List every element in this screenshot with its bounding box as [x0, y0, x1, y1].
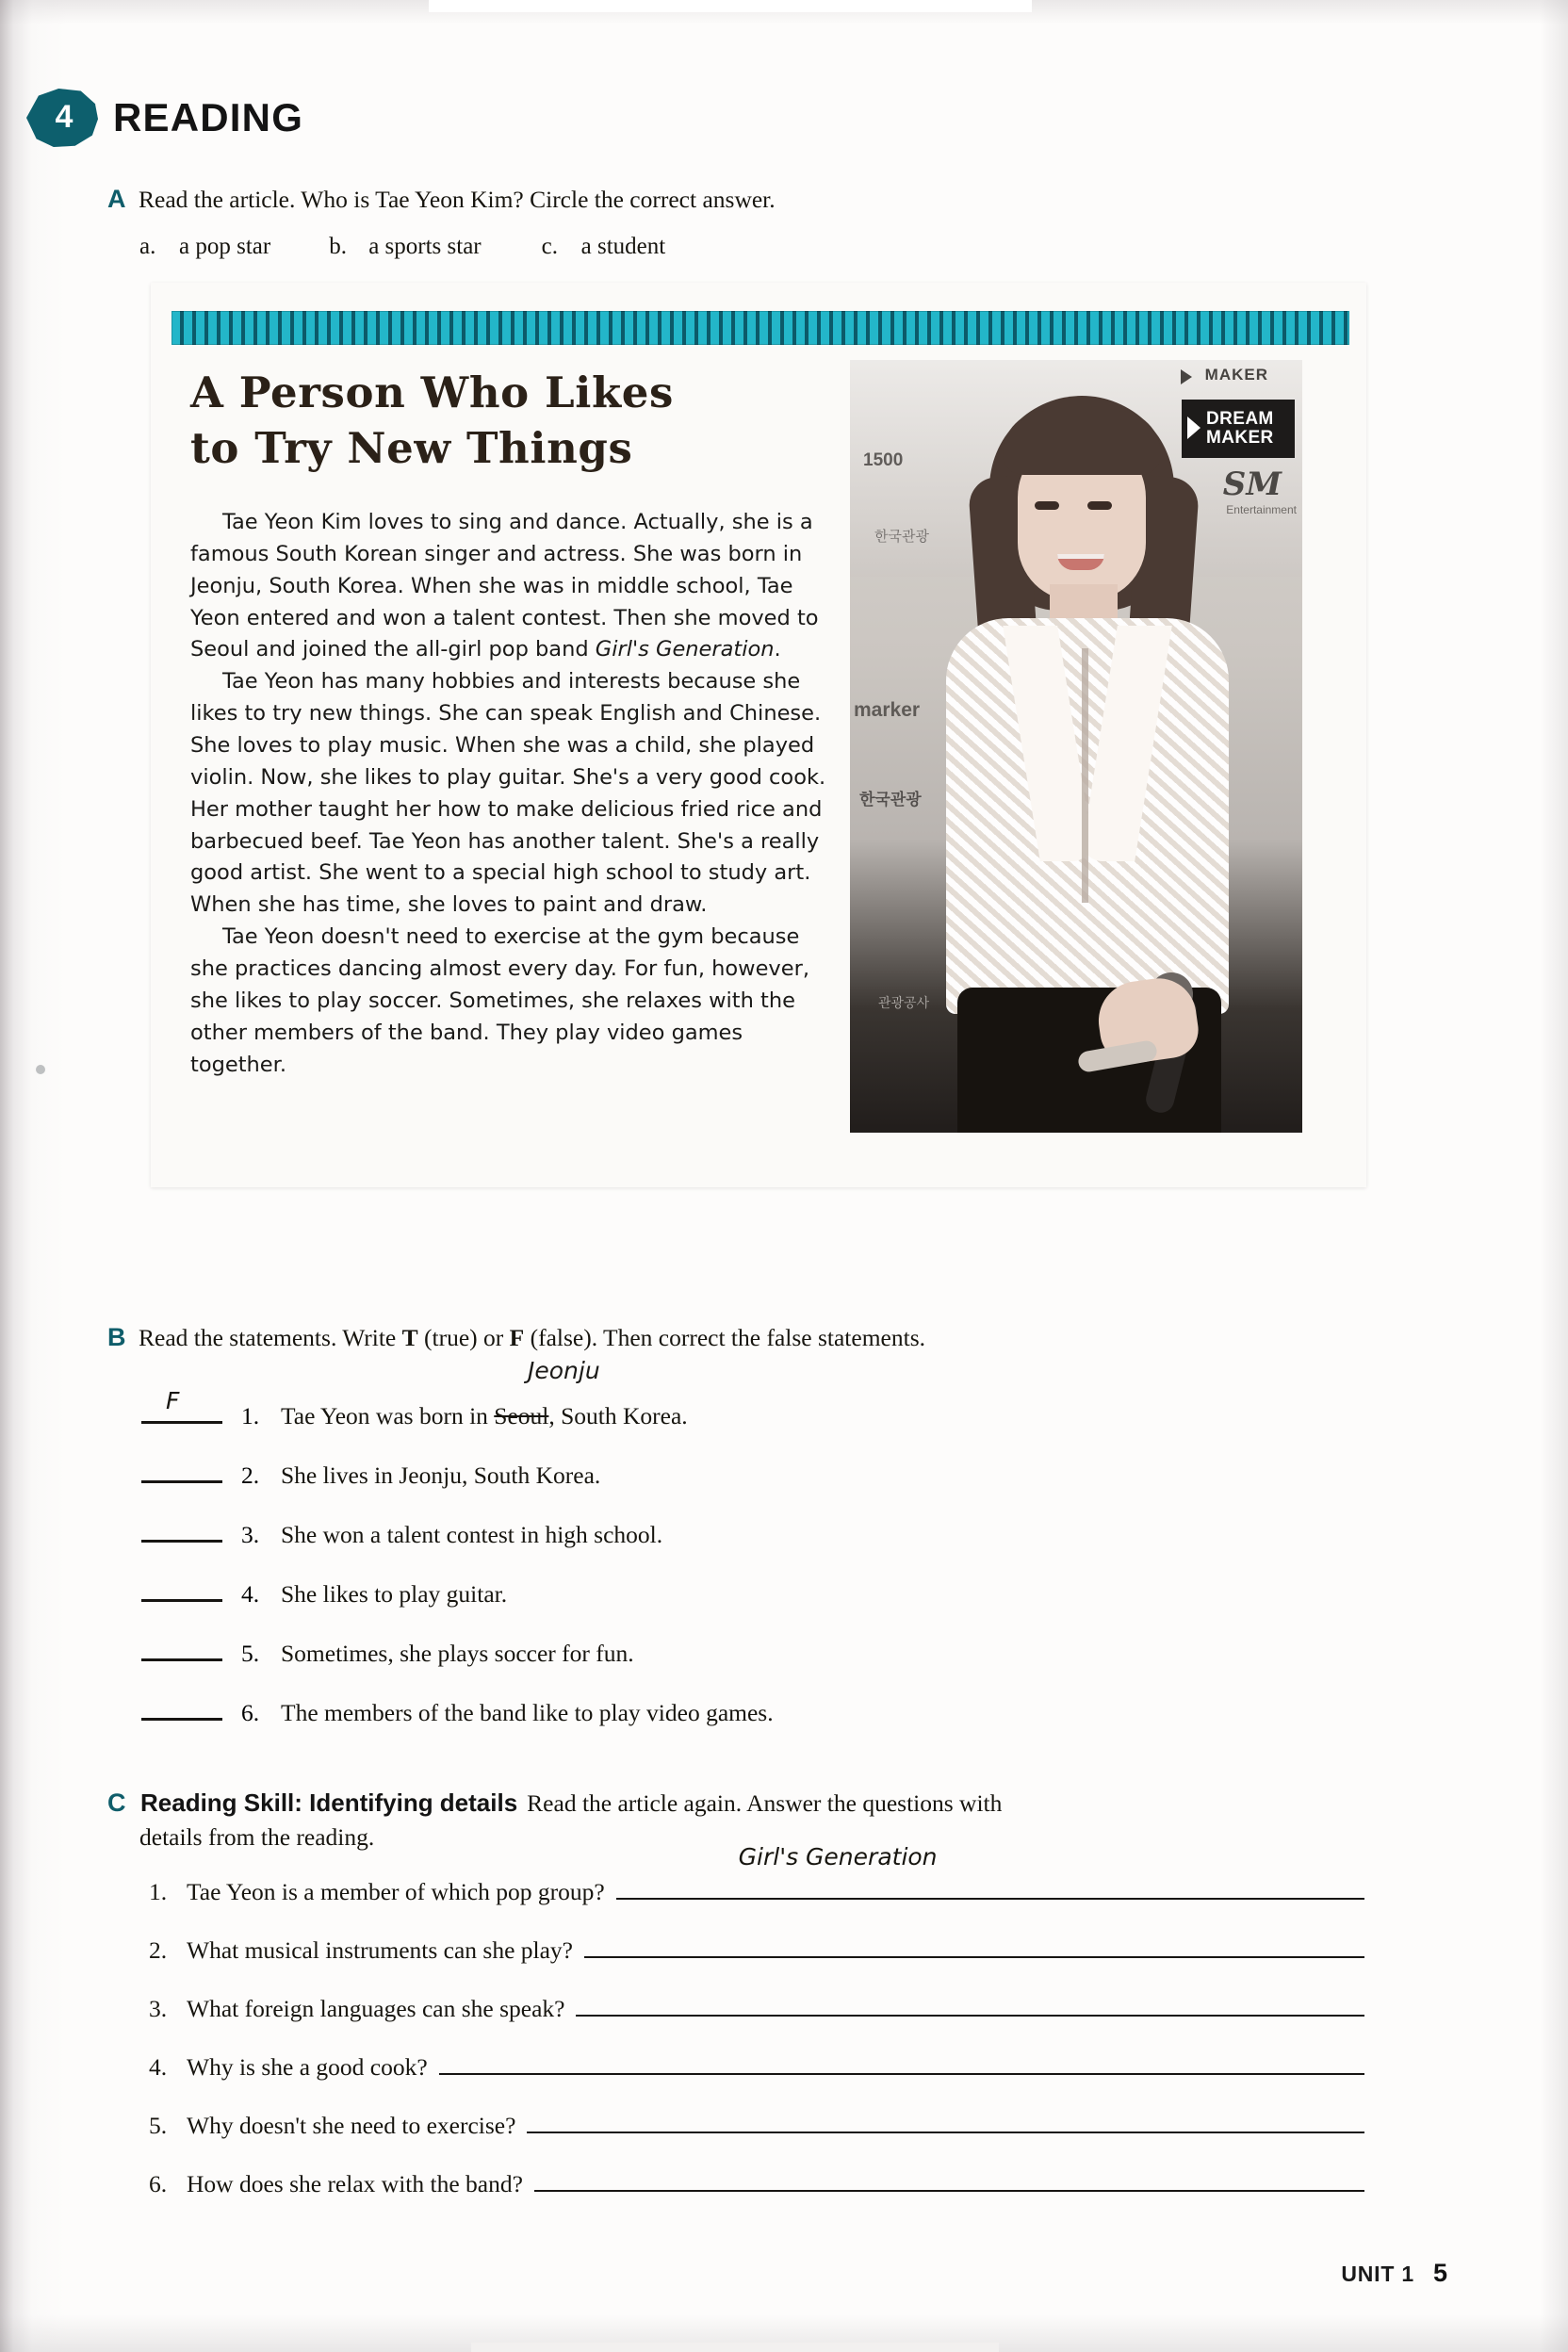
exercise-b-instruction: [139, 1324, 925, 1352]
exercise-c-letter: C: [107, 1788, 126, 1817]
answer-line-c5[interactable]: [527, 2107, 1364, 2133]
item-text-b2: She lives in Jeonju, South Korea.: [281, 1462, 601, 1489]
korean-text-1: 한국관광: [874, 528, 929, 545]
person-eye-right: [1087, 501, 1112, 510]
item-number-c6: 6.: [149, 2170, 168, 2197]
option-a[interactable]: [139, 234, 270, 260]
korean-text-2: 한국관광: [859, 791, 922, 809]
exercise-c: [107, 1788, 1351, 1852]
answer-line-c1[interactable]: [616, 1843, 1364, 1900]
section-number-badge: [26, 89, 98, 147]
item-number-b5: 5.: [241, 1640, 260, 1667]
page-number: 5: [1432, 2259, 1447, 2287]
list-item: [141, 1387, 1329, 1452]
item-b1-before: Tae Yeon was born in: [281, 1402, 495, 1429]
article-headline: [190, 366, 906, 476]
article-paragraph-1-tail: .: [774, 637, 781, 662]
exercise-a-instruction: Read the article. Who is Tae Yeon Kim? Circle the correct answer.: [139, 186, 776, 213]
option-b[interactable]: [329, 234, 481, 260]
exercise-b-instruction-part3: (false). Then correct the false statements.: [524, 1324, 925, 1351]
korean-text-3: 관광공사: [878, 996, 930, 1011]
unit-label: UNIT 1: [1341, 2262, 1414, 2286]
maker-sign-top-icon: MAKER: [1204, 366, 1268, 384]
exercise-c-instruction-row: [107, 1788, 1351, 1818]
exercise-b-instruction-part1: Read the statements. Write: [139, 1324, 402, 1351]
entertainment-text: Entertainment: [1226, 503, 1297, 516]
answer-c1: Girl's Generation: [738, 1843, 938, 1870]
marker-word: marker: [854, 699, 921, 721]
option-c-letter: c.: [541, 234, 558, 259]
list-item: [149, 1990, 1364, 2049]
item-text-b6: The members of the band like to play video games.: [281, 1699, 774, 1726]
number-tag: 1500: [863, 450, 904, 470]
item-number-b3: 3.: [241, 1521, 260, 1548]
photo-person-figure: [940, 396, 1233, 1133]
article-paragraph-1: [190, 507, 841, 666]
item-number-c4: 4.: [149, 2053, 168, 2081]
question-c4: Why is she a good cook?: [187, 2053, 428, 2081]
item-b1-struck-word: Seoul: [494, 1402, 549, 1429]
answer-line-c3[interactable]: [576, 1990, 1364, 2017]
option-b-label: a sports star: [368, 234, 482, 259]
list-item: [149, 1843, 1364, 1932]
exercise-b-instruction-row: [107, 1323, 1332, 1352]
item-text-b4: She likes to play guitar.: [281, 1580, 508, 1608]
handwritten-correction: Jeonju: [528, 1357, 600, 1384]
list-item: [141, 1511, 1329, 1571]
list-item: [141, 1630, 1329, 1690]
exercise-c-instruction-line2: details from the reading.: [139, 1823, 375, 1851]
exercise-a-options: [132, 234, 665, 260]
question-c6: How does she relax with the band?: [187, 2170, 523, 2197]
maker-text: MAKER: [1206, 428, 1274, 448]
dream-text: DREAM: [1206, 409, 1274, 430]
exercise-c-items: [149, 1843, 1364, 2224]
reading-skill-label: Reading Skill: Identifying details: [140, 1788, 518, 1817]
list-item: [141, 1571, 1329, 1630]
person-bangs: [1003, 411, 1161, 475]
option-c[interactable]: [542, 234, 666, 260]
exercise-b-instruction-part2: (true) or: [417, 1324, 510, 1351]
item-number-b6: 6.: [241, 1699, 260, 1726]
article-photo: [850, 360, 1302, 1133]
exercise-b: [107, 1323, 1332, 1352]
question-c2: What musical instruments can she play?: [187, 1936, 574, 1964]
page-mark: [36, 1065, 45, 1074]
exercise-c-instruction: Read the article again. Answer the questions with: [527, 1789, 1003, 1817]
option-a-label: a pop star: [179, 234, 271, 259]
article-card: [151, 283, 1366, 1187]
answer-b1: F: [166, 1387, 180, 1414]
item-number-c1: 1.: [149, 1878, 168, 1905]
scan-edge-bottom: [471, 2343, 999, 2352]
person-eye-left: [1035, 501, 1059, 510]
option-a-letter: a.: [139, 234, 156, 259]
scan-edge-top: [429, 0, 1032, 12]
article-headline-line2: to Try New Things: [190, 422, 633, 473]
person-top-center-seam: [1082, 648, 1088, 903]
band-name: Girl's Generation: [595, 637, 775, 662]
article-body: [190, 507, 841, 1081]
question-c1: Tae Yeon is a member of which pop group?: [187, 1878, 605, 1905]
item-text-b3: She won a talent contest in high school.: [281, 1521, 663, 1548]
list-item: [141, 1452, 1329, 1511]
item-number-b1: 1.: [241, 1402, 260, 1429]
page-title: READING: [113, 95, 304, 139]
exercise-a-instruction-row: [107, 185, 1144, 214]
item-number-c2: 2.: [149, 1936, 168, 1964]
list-item: [149, 2165, 1364, 2224]
article-paragraph-1-text: Tae Yeon Kim loves to sing and dance. Actually, she is a famous South Korean singer and actress. She was born in Jeonju, South Korea. When she was in middle school, Tae Yeon entered and won a talent contest. Then she moved to Seoul and joined the all-girl pop band: [190, 510, 819, 662]
item-number-c5: 5.: [149, 2112, 168, 2139]
exercise-b-letter: B: [107, 1323, 126, 1351]
list-item: [149, 2049, 1364, 2107]
answer-blank-b5[interactable]: [141, 1630, 222, 1661]
answer-blank-b6[interactable]: [141, 1690, 222, 1721]
question-c3: What foreign languages can she speak?: [187, 1995, 565, 2022]
exercise-a: [107, 185, 1144, 214]
true-marker: T: [401, 1324, 418, 1351]
answer-blank-b4[interactable]: [141, 1571, 222, 1602]
section-number: 4: [55, 99, 74, 135]
exercise-b-items: [141, 1387, 1329, 1749]
exercise-a-letter: A: [107, 185, 126, 213]
article-headline-line1: A Person Who Likes: [190, 368, 674, 417]
item-number-b2: 2.: [241, 1462, 260, 1489]
question-c5: Why doesn't she need to exercise?: [187, 2112, 516, 2139]
sm-logo: SM: [1222, 466, 1282, 503]
item-b1-after: , South Korea.: [548, 1402, 688, 1429]
answer-line-c4[interactable]: [439, 2049, 1364, 2075]
item-text-b5: Sometimes, she plays soccer for fun.: [281, 1640, 634, 1667]
answer-line-c6[interactable]: [534, 2165, 1364, 2192]
option-c-label: a student: [580, 234, 666, 259]
answer-blank-b2[interactable]: [141, 1452, 222, 1483]
article-paragraph-2: Tae Yeon has many hobbies and interests because she likes to try new things. She can speak English and Chinese. She loves to play music. When she was a child, she played violin. Now, she likes to play guitar. She's a very good cook. Her mother taught her how to make delicious fried rice and barbecued beef. Tae Yeon has another talent. She's a really good artist. She went to a special high school to study art. When she has time, she loves to paint and draw.: [190, 669, 826, 918]
page-footer: [1341, 2259, 1447, 2288]
list-item: [141, 1690, 1329, 1749]
section-header: [26, 89, 303, 147]
false-marker: F: [509, 1324, 525, 1351]
item-number-b4: 4.: [241, 1580, 260, 1608]
article-stripe-decoration: [172, 311, 1349, 345]
answer-line-c2[interactable]: [584, 1932, 1364, 1958]
item-number-c3: 3.: [149, 1995, 168, 2022]
answer-blank-b1[interactable]: [141, 1387, 222, 1424]
list-item: [149, 1932, 1364, 1990]
article-paragraph-3: Tae Yeon doesn't need to exercise at the gym because she practices dancing almost every day. For fun, however, she likes to play soccer. Sometimes, she relaxes with the other members of the band. They play video games together.: [190, 924, 809, 1077]
answer-blank-b3[interactable]: [141, 1511, 222, 1543]
option-b-letter: b.: [329, 234, 347, 259]
item-text-b1: [281, 1402, 688, 1430]
list-item: [149, 2107, 1364, 2165]
